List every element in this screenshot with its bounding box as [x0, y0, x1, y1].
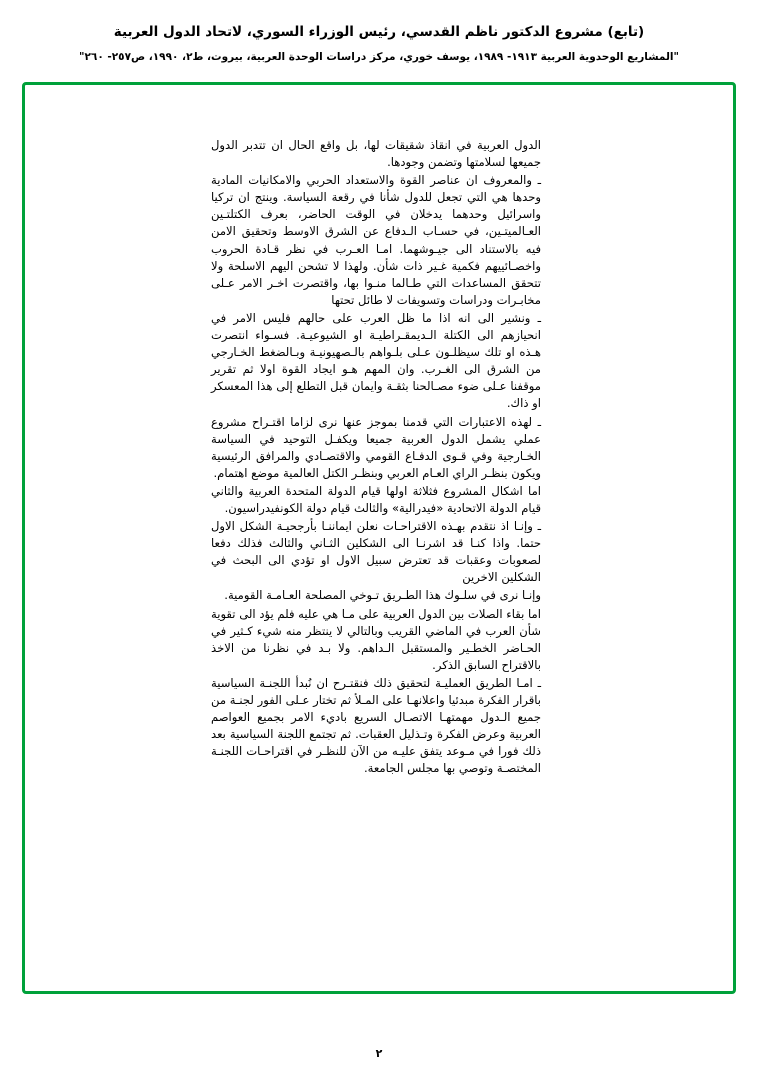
paragraph: ـ والمعروف ان عناصر القوة والاستعداد الحربي والامكانيات المادية وحدها هي التي تجعل للدول شأنا في رقعة السياسة. وينتج ان تركيا واسرائيل وحدهما يدخلان في الوقت الحاضر، بعرف الكتلتـين العـالميتـين، في حسـاب الـدفاع عن الشرق الاوسط وتحقيق الامن فيه بالاستناد الى جيـوشهما. امـا العـرب في نظر قـادة الحروب واخصـائييهم فكمية غـير ذات شأن. ولهذا لا تشحن اليهم الاسلحة ولا تتحقق المساعدات التي طـالما منـوا بها، واقتصرت اخـر الامر عـلى مخابـرات ودراسات وتسويفات لا طائل تحتها [211, 173, 541, 307]
page-header [0, 22, 758, 66]
source-citation: "المشاريع الوحدوية العربية ١٩١٣- ١٩٨٩، يوسف خوري، مركز دراسات الوحدة العربية، بيروت، ط٢، ١٩٩٠، ص٢٥٧- ٢٦٠" [79, 51, 679, 64]
page-number: ٢ [375, 1047, 383, 1060]
paragraph: ـ لهذه الاعتبارات التي قدمنا بموجز عنها نرى لزاما اقتـراح مشروع عملي يشمل الدول العربية جميعا ويكفـل التوحيد في السياسة الخـارجية وفي قـوى الدفـاع القومي والاقتصـادي والمرافق الرئيسية ويكون بنظـر الراي العـام العربي وبنظـر الكتل العالمية موضع اهتمام. [211, 414, 541, 480]
paragraph: اما بقاء الصلات بين الدول العربية على مـا هي عليه فلم يؤد الى تقوية شأن العرب في الماضي القريب وبالتالي لا ينتظر منه شيء كـثير في الحـاضر الخطـير والمستقبل الـداهم. ولا بـد في نظرنا من الاخذ بالاقتراح السابق الذكر. [211, 606, 541, 672]
paragraph: ـ ونشير الى انه اذا ما ظل العرب على حالهم فليس الامر في انحيازهم الى الكتلة الـديمقـراطيـة او الشيوعيـة. فسـواء انتصرت هـذه او تلك سيظلـون عـلى بلـواهم بالـصهيونيـة وبـالضغط الخـارجي من الشرق الى الغـرب. وان المهم هـو ايجاد القوة اولا ثم تقرير موقفنا عـلى ضوء مصـالحنا بثقـة وايمان قبل التطلع إلى هذا المعسكر او ذاك. [211, 310, 541, 411]
content-frame [22, 82, 736, 994]
paragraph: اما اشكال المشروع فثلاثة اولها قيام الدولة المتحدة العربية والثاني قيام الدولة الاتحادية «فيدرالية» والثالث قيام دولة الكونفيدراسيون. [211, 483, 541, 515]
document-title: (تابع) مشروع الدكتور ناظم القدسي، رئيس الوزراء السوري، لاتحاد الدول العربية [113, 24, 645, 40]
paragraph: ـ وإنـا اذ نتقدم بهـذه الاقتراحـات نعلن ايماننـا بأرجحيـة الشكل الاول حتما. واذا كنـا قد اشرنـا الى الشكلين الثـاني والثالث فذلك دفعا لصعوبات وعقبات قد تعترض سبيل الاول او تؤدي الى البحث في الشكلين الاخرين [211, 519, 541, 585]
paragraph: وإنـا نرى في سلـوك هذا الطـريق تـوخي المصلحة العـامـة القومية. [224, 588, 541, 603]
paragraph: ـ امـا الطريق العمليـة لتحقيق ذلك فنقتـرح ان نُبدأ اللجنـة السياسية باقرار الفكرة مبدئيا واعلانهـا على المـلأ ثم تختار عـلى الفور لجنـة من جميع الـدول مهمتهـا الاتصـال السريع باديء الامر بجميع العواصم العربية وعرض الفكرة وتـذليل العقبات. ثم تجتمع اللجنة السياسية بعد ذلك فورا في مـوعد يتفق عليـه من الآن للنظـر في اقتراحـات اللجنـة المختصـة وتوصي بها مجلس الجامعة. [211, 675, 541, 776]
paragraph: الدول العربية في انقاذ شقيقات لها، بل واقع الحال ان تتدبر الدول جميعها لسلامتها وتضمن وجودها. [211, 138, 541, 170]
body-text [211, 137, 541, 778]
